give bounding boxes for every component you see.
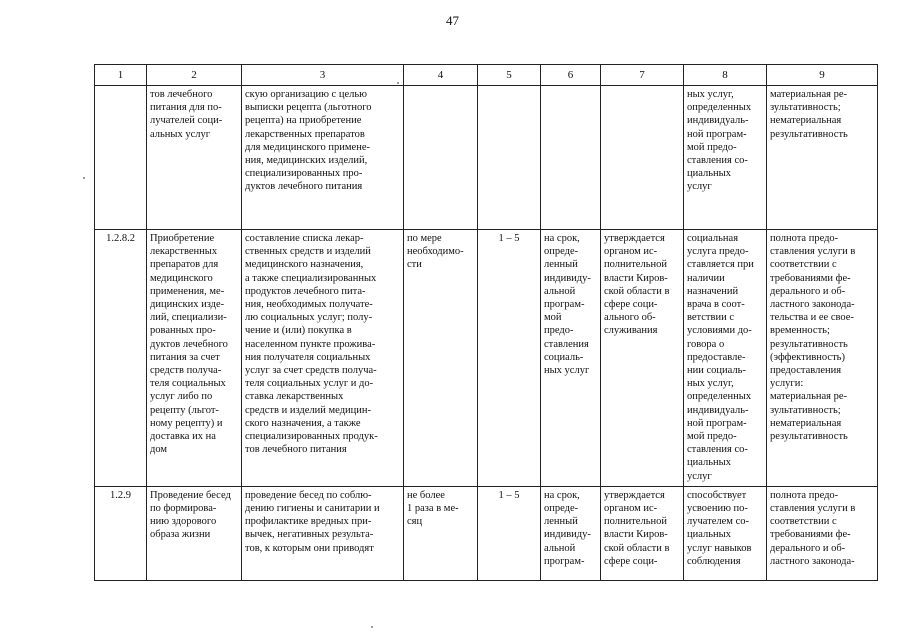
table-row xyxy=(95,486,878,580)
cell-quality-indicators: материальная ре- зультативность; нематериальная результативность xyxy=(767,86,878,230)
cell-quality-indicators: полнота предо- ставления услуги в соответствии с требованиями фе- дерального и об- ластного законода- xyxy=(767,486,878,580)
cell-frequency: по мере необходимо- сти xyxy=(404,230,478,487)
cell-service-description: составление списка лекар- ственных средств и изделий медицинского назначения, а также специализированных продуктов лечебного пита- ния, необходимых получате- лю социальных услуг; полу- чение и (или) покупка в населенном пункте прожива- ния получателя социальных услуг за счет средств получа- теля социальных услуг и до- ставка лекарственных средств и изделий медицин- ского назначения, а также специализированных продук- тов лечебного питания xyxy=(242,230,404,487)
scan-speck xyxy=(83,177,85,179)
cell-conditions: социальная услуга предо- ставляется при наличии назначений врача в соот- ветствии с условиями до- говора о предоставле- нии социаль- ных услуг, определенных индивидуаль- ной програм- мой предо- ставления со- циальных услуг xyxy=(684,230,767,487)
services-table xyxy=(94,64,878,581)
table-row xyxy=(95,86,878,230)
cell-number: 1.2.9 xyxy=(95,486,147,580)
cell-number xyxy=(95,86,147,230)
cell-service-name: Приобретение лекарственных препаратов для медицинского применения, ме- дицинских изде- лий, специализи- рованных про- дуктов лечебного питания за счет средств получа- теля социальных услуг либо по рецепту (льгот- ному рецепту) и доставка их на дом xyxy=(147,230,242,487)
column-header: 1 xyxy=(95,65,147,86)
cell-frequency xyxy=(404,86,478,230)
column-header: 8 xyxy=(684,65,767,86)
column-header: 6 xyxy=(541,65,601,86)
cell-conditions: способствует усвоению по- лучателем со- циальных услуг навыков соблюдения xyxy=(684,486,767,580)
cell-conditions: ных услуг, определенных индивидуаль- ной програм- мой предо- ставления со- циальных услуг xyxy=(684,86,767,230)
cell-term: на срок, опреде- ленный индивиду- альной програм- xyxy=(541,486,601,580)
table-header-row xyxy=(95,65,878,86)
cell-service-description: проведение бесед по соблю- дению гигиены и санитарии и профилактике вредных при- вычек, негативных результа- тов, к которым они приводят xyxy=(242,486,404,580)
cell-tariff xyxy=(601,86,684,230)
scan-speck xyxy=(397,82,399,84)
column-header: 7 xyxy=(601,65,684,86)
cell-column-5: 1 – 5 xyxy=(478,230,541,487)
cell-column-5: 1 – 5 xyxy=(478,486,541,580)
column-header: 4 xyxy=(404,65,478,86)
cell-term: на срок, опреде- ленный индивиду- альной програм- мой предо- ставления социаль- ных услуг xyxy=(541,230,601,487)
column-header: 5 xyxy=(478,65,541,86)
scan-speck xyxy=(371,626,373,628)
cell-column-5 xyxy=(478,86,541,230)
table-row xyxy=(95,230,878,487)
column-header: 3 xyxy=(242,65,404,86)
cell-service-name: Проведение бесед по формирова- нию здорового образа жизни xyxy=(147,486,242,580)
cell-tariff: утверждается органом ис- полнительной власти Киров- ской области в сфере соци- xyxy=(601,486,684,580)
cell-term xyxy=(541,86,601,230)
cell-quality-indicators: полнота предо- ставления услуги в соответствии с требованиями фе- дерального и об- ластного законода- тельства и ее свое- временность; результативность (эффективность) предоставления услуги: материальная ре- зультативность; нематериальная результативность xyxy=(767,230,878,487)
column-header: 2 xyxy=(147,65,242,86)
cell-frequency: не более 1 раза в ме- сяц xyxy=(404,486,478,580)
column-header: 9 xyxy=(767,65,878,86)
cell-service-description: скую организацию с целью выписки рецепта (льготного рецепта) на приобретение лекарственных препаратов для медицинского примене- ния, медицинских изделий, специализированных про- дуктов лечебного питания xyxy=(242,86,404,230)
page-number: 47 xyxy=(446,13,459,28)
cell-number: 1.2.8.2 xyxy=(95,230,147,487)
cell-tariff: утверждается органом ис- полнительной власти Киров- ской области в сфере соци- ального об- служивания xyxy=(601,230,684,487)
cell-service-name: тов лечебного питания для по- лучателей соци- альных услуг xyxy=(147,86,242,230)
